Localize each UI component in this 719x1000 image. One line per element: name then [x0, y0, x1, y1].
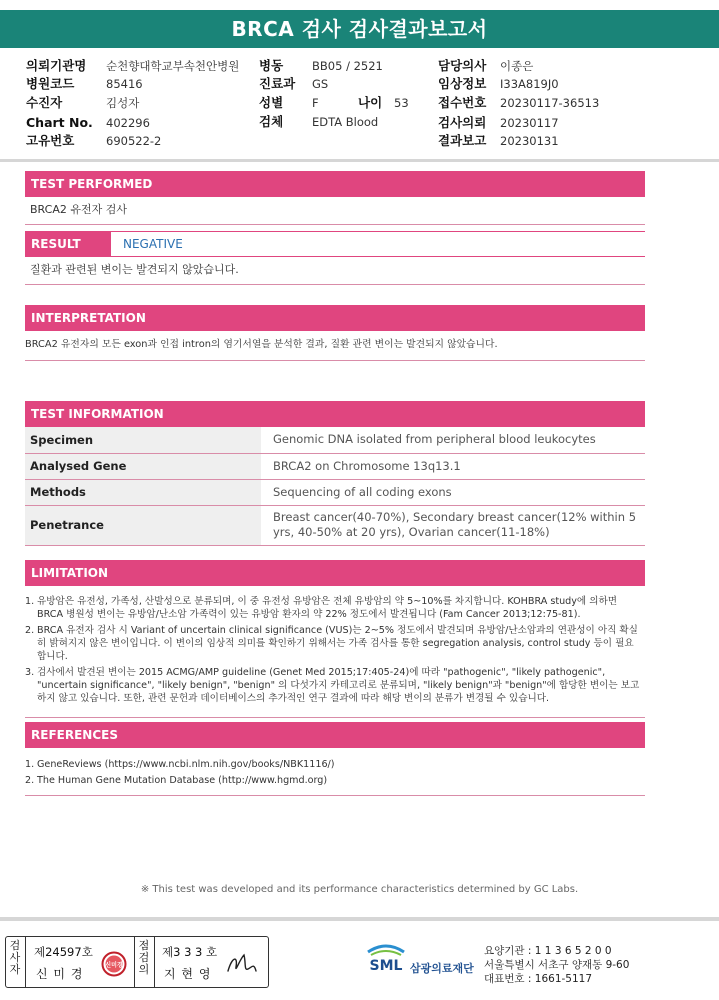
list-item: 1. 유방암은 유전성, 가족성, 산발성으로 분류되며, 이 중 유전성 유방암은 전체 유방암의 약 5~10%를 차지합니다. KOHBRA study에 의하면 BRCA 병원성 변이는 유방암/난소암 가족력이 있는 유방암 환자의 약 22% 정도에서 발견됩니다 (Fam Cancer 2013;12:75-81).: [25, 596, 618, 620]
doctor-label: 담당의사: [438, 58, 487, 73]
examiner-seal-icon: [101, 951, 127, 981]
patient-info: [0, 52, 719, 162]
chart-no-value: 402296: [106, 116, 150, 130]
clinical-info-row: [438, 76, 559, 92]
age-value: 53: [394, 96, 409, 110]
report-date-label: 결과보고: [438, 133, 487, 148]
divider: [154, 937, 155, 987]
table-row: [25, 453, 645, 479]
result-body: [25, 257, 645, 285]
sml-logo-icon: [365, 942, 407, 978]
report-title: BRCA 검사 검사결과보고서: [0, 10, 719, 48]
result-value: NEGATIVE: [111, 231, 645, 257]
analysed-gene-detail: BRCA2 on Chromosome 13q13.1: [261, 453, 645, 479]
signature-box: [5, 936, 269, 988]
clinical-info-value: I33A819J0: [500, 77, 559, 91]
specimen-value: EDTA Blood: [312, 115, 379, 129]
bottom-divider: [0, 917, 719, 921]
request-date-value: 20230117: [500, 116, 559, 130]
test-information-table: [25, 427, 645, 546]
test-performed-text: BRCA2 유전자 검사: [30, 203, 127, 216]
hospital-code-row: [26, 76, 143, 92]
references-list: [25, 758, 645, 787]
specimen-row: [259, 114, 379, 130]
institution-value: 순천향대학교부속천안병원: [106, 59, 240, 73]
inspector-name: 지 현 영: [164, 967, 212, 981]
penetrance-detail: Breast cancer(40-70%), Secondary breast cancer(12% within 5 yrs, 40-50% at 20 yrs), Ovarian cancer(11-18%): [261, 505, 645, 545]
organization-name: 삼광의료재단: [410, 962, 474, 975]
chart-no-label: Chart No.: [26, 115, 93, 130]
methods-key: Methods: [25, 479, 261, 505]
table-row: [25, 505, 645, 545]
examinee-label: 수진자: [26, 95, 63, 110]
request-date-label: 검사의뢰: [438, 115, 487, 130]
ward-row: [259, 58, 383, 74]
analysed-gene-key: Analysed Gene: [25, 453, 261, 479]
inspector-license-no: 제3 3 3 호: [162, 945, 218, 959]
report-date-row: [438, 133, 559, 149]
specimen-detail: Genomic DNA isolated from peripheral blood leukocytes: [261, 427, 645, 453]
table-row: [25, 479, 645, 505]
report-date-value: 20230131: [500, 134, 559, 148]
hospital-code-label: 병원코드: [26, 76, 75, 91]
unique-no-label: 고유번호: [26, 133, 75, 148]
organization-phone: 대표번호 : 1661-5117: [484, 973, 593, 985]
examinee-row: [26, 95, 140, 111]
list-item: 2. The Human Gene Mutation Database (http://www.hgmd.org): [25, 775, 328, 786]
age-label: 나이: [358, 95, 383, 110]
chart-no-row: [26, 115, 150, 131]
age-row: [358, 95, 409, 111]
unique-no-row: [26, 133, 162, 149]
ward-label: 병동: [259, 58, 284, 73]
limitation-heading: LIMITATION: [25, 560, 645, 586]
receipt-no-row: [438, 95, 600, 111]
doctor-value: 이종은: [500, 59, 534, 73]
specimen-label: 검체: [259, 114, 284, 129]
institution-label: 의뢰기관명: [26, 58, 87, 73]
department-value: GS: [312, 77, 329, 91]
result-text: 질환과 관련된 변이는 발견되지 않았습니다.: [30, 263, 239, 276]
test-performed-body: [25, 197, 645, 225]
receipt-no-label: 접수번호: [438, 95, 487, 110]
limitation-list: [25, 595, 641, 705]
department-label: 진료과: [259, 76, 296, 91]
footnote: ※ This test was developed and its performance characteristics determined by GC Labs.: [140, 884, 579, 895]
test-performed-heading: TEST PERFORMED: [25, 171, 645, 197]
hospital-code-value: 85416: [106, 77, 143, 91]
examinee-value: 김성자: [106, 96, 140, 110]
methods-detail: Sequencing of all coding exons: [261, 479, 645, 505]
divider: [25, 937, 26, 987]
sex-row: [259, 95, 319, 111]
references-body: [25, 754, 645, 796]
result-header: [25, 231, 645, 257]
clinical-info-label: 임상정보: [438, 76, 487, 91]
interpretation-text: BRCA2 유전자의 모든 exon과 인접 intron의 염기서열을 분석한 결과, 질환 관련 변이는 발견되지 않았습니다.: [25, 339, 498, 350]
references-heading: REFERENCES: [25, 722, 645, 748]
limitation-body: [25, 592, 645, 718]
examiner-label: 검사자: [9, 939, 21, 976]
list-item: 1. GeneReviews (https://www.ncbi.nlm.nih.gov/books/NBK1116/): [25, 759, 335, 770]
svg-text:SML: SML: [369, 958, 403, 974]
result-heading: RESULT: [25, 231, 111, 257]
department-row: [259, 76, 329, 92]
svg-text:신미경: 신미경: [105, 962, 123, 969]
organization-code: 요양기관 : 1 1 3 6 5 2 0 0: [484, 945, 612, 957]
doctor-row: [438, 58, 534, 74]
institution-row: [26, 58, 240, 74]
table-row: [25, 427, 645, 453]
list-item: 3. 검사에서 발견된 변이는 2015 ACMG/AMP guideline (Genet Med 2015;17:405-24)에 따라 "pathogenic", "likely pathogenic", "uncertain significance", "likely benign", "benign" 의 다섯가지 카테고리로 분류되며, "likely benign"과 "benign"에 합당한 변이는 보고하지 않고 있습니다. 또한, 관련 문헌과 데이터베이스의 추가적인 연구 결과에 따라 해당 변이의 분류가 변경될 수 있습니다.: [25, 667, 640, 704]
sex-value: F: [312, 96, 319, 110]
examiner-name: 신 미 경: [36, 967, 84, 981]
list-item: 2. BRCA 유전자 검사 시 Variant of uncertain clinical significance (VUS)는 2~5% 정도에서 발견되며 유방암/난소암과의 연관성이 아직 확실히 밝혀지지 않은 변이입니다. 이 변이의 임상적 의미를 확인하기 위해서는 가족 검사를 통한 segregation analysis, control study 등이 필요합니다.: [25, 625, 638, 662]
organization-info: [484, 944, 629, 986]
penetrance-key: Penetrance: [25, 505, 261, 545]
interpretation-body: [25, 331, 645, 361]
specimen-key: Specimen: [25, 427, 261, 453]
request-date-row: [438, 115, 559, 131]
organization-address: 서울특별시 서초구 양재동 9-60: [484, 959, 630, 971]
receipt-no-value: 20230117-36513: [500, 96, 600, 110]
interpretation-heading: INTERPRETATION: [25, 305, 645, 331]
inspector-label: 점검의: [138, 939, 150, 976]
signature-icon: [224, 949, 260, 983]
ward-value: BB05 / 2521: [312, 59, 383, 73]
test-information-heading: TEST INFORMATION: [25, 401, 645, 427]
unique-no-value: 690522-2: [106, 134, 162, 148]
sex-label: 성별: [259, 95, 284, 110]
examiner-license-no: 제24597호: [34, 945, 93, 959]
